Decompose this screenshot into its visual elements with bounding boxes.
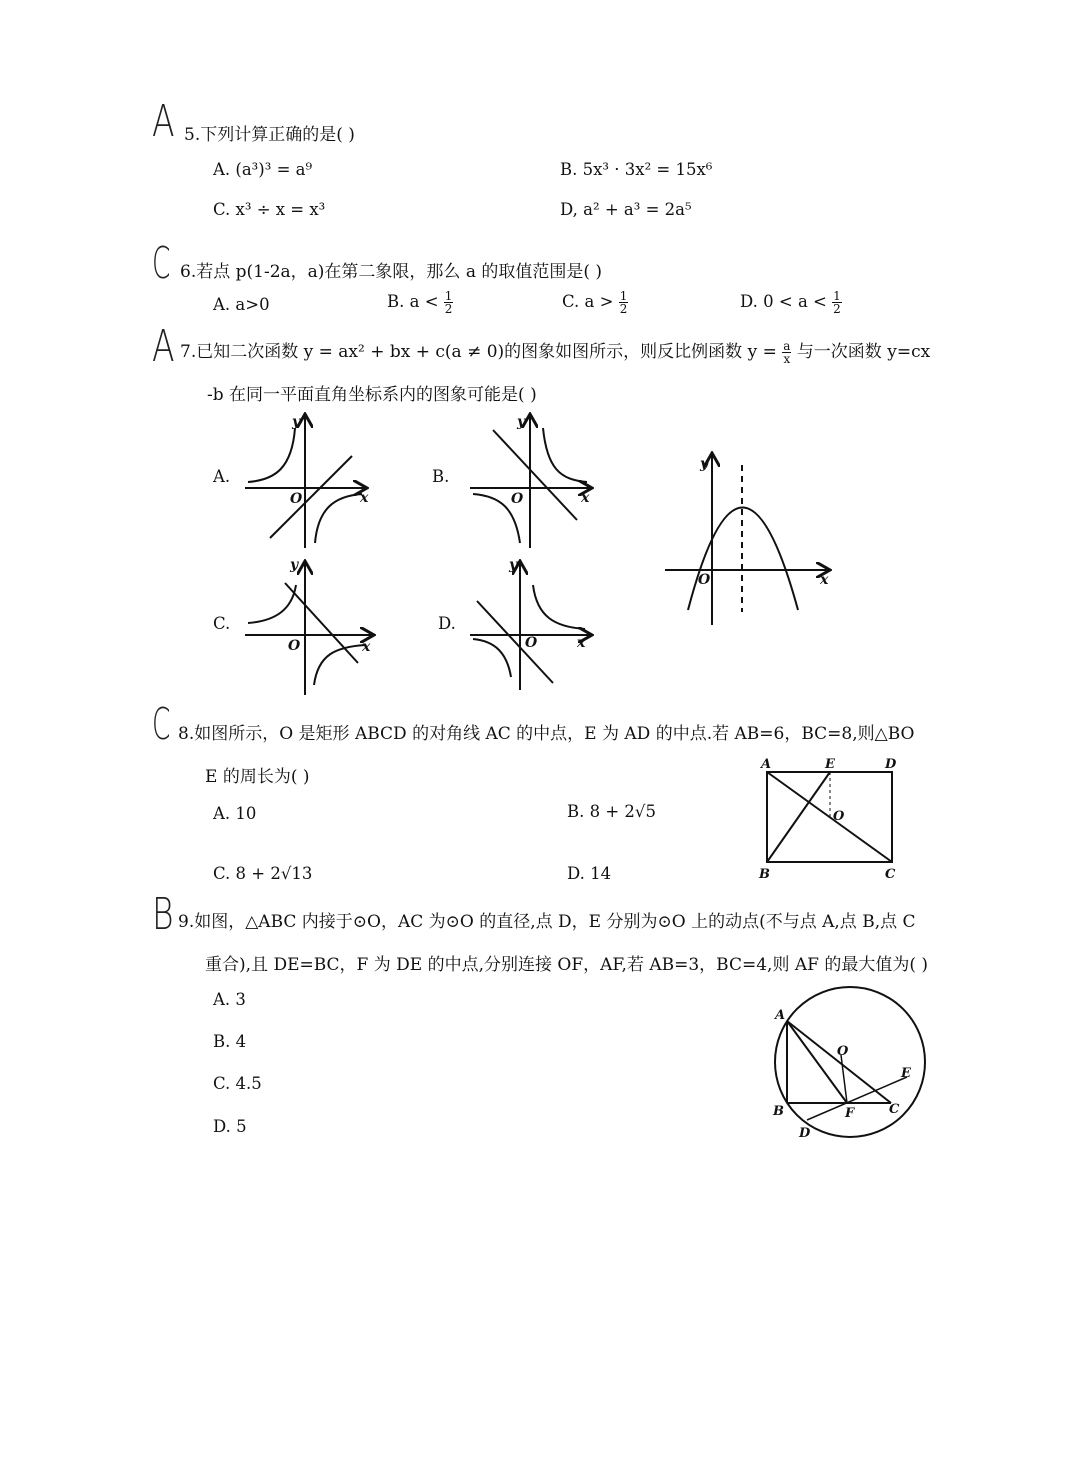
frac-num: a [783,339,791,353]
q7-graph-d [465,555,605,695]
x-label: x [577,635,586,651]
q7-parabola-figure [660,450,840,630]
handwritten-answer-q5: A [152,96,175,147]
q6-option-d-text: D. 0 < a < [740,292,827,311]
q9-stem-line2: 重合),且 DE=BC，F 为 DE 的中点,分别连接 OF，AF,若 AB=3，BC=4,则 AF 的最大值为( ) [205,955,929,975]
q9-option-a: A. 3 [213,990,246,1009]
origin-label: O [290,491,303,507]
q8-option-d: D. 14 [567,864,612,883]
q9-option-c: C. 4.5 [213,1074,262,1093]
fraction-one-half [832,290,842,315]
q6-option-c [562,290,628,315]
point-a-label: A [775,1008,786,1023]
q6-option-c-text: C. a > [562,292,614,311]
handwritten-answer-q8: C [152,699,171,750]
x-label: x [360,490,369,506]
x-label: x [362,639,371,655]
q5-option-c: C. x³ ÷ x = x³ [213,200,326,219]
q9-option-b: B. 4 [213,1032,247,1051]
q6-option-b [387,290,453,315]
point-a-label: A [761,757,772,772]
y-label: y [509,557,518,573]
q7-option-b-label: B. [432,467,450,486]
hyperbola-branch [314,645,365,685]
origin-label: O [511,491,524,507]
x-label: x [581,490,590,506]
frac-num: 1 [833,289,841,303]
q6-stem: 6.若点 p(1-2a，a)在第二象限，那么 a 的取值范围是( ) [180,262,603,282]
q9-circle-figure [765,985,935,1150]
q7-option-a-label: A. [213,467,231,486]
q8-option-c: C. 8 + 2√13 [213,864,313,883]
point-b-label: B [759,867,770,882]
hyperbola-branch [543,428,587,482]
q5-option-a: A. (a³)³ = a⁹ [213,160,313,179]
q6-option-d [740,290,842,315]
point-f-label: F [845,1106,855,1121]
frac-num: 1 [619,289,628,303]
point-o-label: O [833,809,845,824]
q8-rectangle-figure [755,752,905,882]
fraction-one-half [444,290,454,315]
hyperbola-branch [248,428,295,482]
q7-stem-part2: 与一次函数 y=cx [796,342,931,362]
q7-option-c-label: C. [213,614,231,633]
q7-stem-line2: -b 在同一平面直角坐标系内的图象可能是( ) [207,385,537,405]
q9-stem-line1: 9.如图，△ABC 内接于⊙O，AC 为⊙O 的直径,点 D，E 分别为⊙O 上的动点(不与点 A,点 B,点 C [178,912,916,932]
segment-be [767,772,830,862]
q7-stem-part1: 7.已知二次函数 y = ax² + bx + c(a ≠ 0)的图象如图所示，则反比例函数 y = [180,342,777,362]
handwritten-answer-q9: B [152,889,174,940]
frac-den: 2 [833,302,841,316]
x-label: x [820,572,829,588]
q8-option-b: B. 8 + 2√5 [567,802,656,821]
frac-den: 2 [619,302,628,316]
handwritten-answer-q6: C [152,238,171,289]
point-o-label: O [837,1044,849,1059]
point-e-label: E [825,757,835,772]
y-label: y [700,456,709,472]
origin-label: O [525,635,538,651]
origin-label: O [288,638,301,654]
handwritten-answer-q7: A [152,321,175,372]
q5-option-d: D, a² + a³ = 2a⁵ [560,200,692,219]
q5-stem: 5.下列计算正确的是( ) [184,125,355,145]
point-c-label: C [885,867,896,882]
q7-graph-b [465,408,605,548]
point-e-label: E [901,1066,911,1081]
frac-den: x [783,352,791,366]
q7-option-d-label: D. [438,614,456,633]
point-c-label: C [889,1102,900,1117]
q9-option-d: D. 5 [213,1117,247,1136]
q6-option-b-text: B. a < [387,292,439,311]
frac-num: 1 [444,289,453,303]
point-d-label: D [885,757,897,772]
q8-option-a: A. 10 [213,804,257,823]
hyperbola-branch [315,494,362,543]
origin-label: O [698,572,711,588]
fraction-one-half [619,290,629,315]
q7-graph-a [240,408,380,548]
q8-stem-line1: 8.如图所示，O 是矩形 ABCD 的对角线 AC 的中点，E 为 AD 的中点.若 AB=6，BC=8,则△BO [178,724,915,744]
q7-stem-line1 [180,337,930,365]
q8-stem-line2: E 的周长为( ) [205,767,310,787]
hyperbola-branch [473,639,511,677]
q7-graph-c [240,555,380,695]
point-b-label: B [773,1104,784,1119]
hyperbola-branch [248,585,296,623]
y-label: y [290,557,299,573]
fraction-a-over-x [782,340,791,365]
q5-option-b: B. 5x³ · 3x² = 15x⁶ [560,160,713,179]
y-label: y [517,414,526,430]
y-label: y [292,414,301,430]
frac-den: 2 [444,302,453,316]
hyperbola-branch [533,585,585,629]
point-d-label: D [799,1126,811,1141]
q6-option-a: A. a>0 [213,295,270,314]
